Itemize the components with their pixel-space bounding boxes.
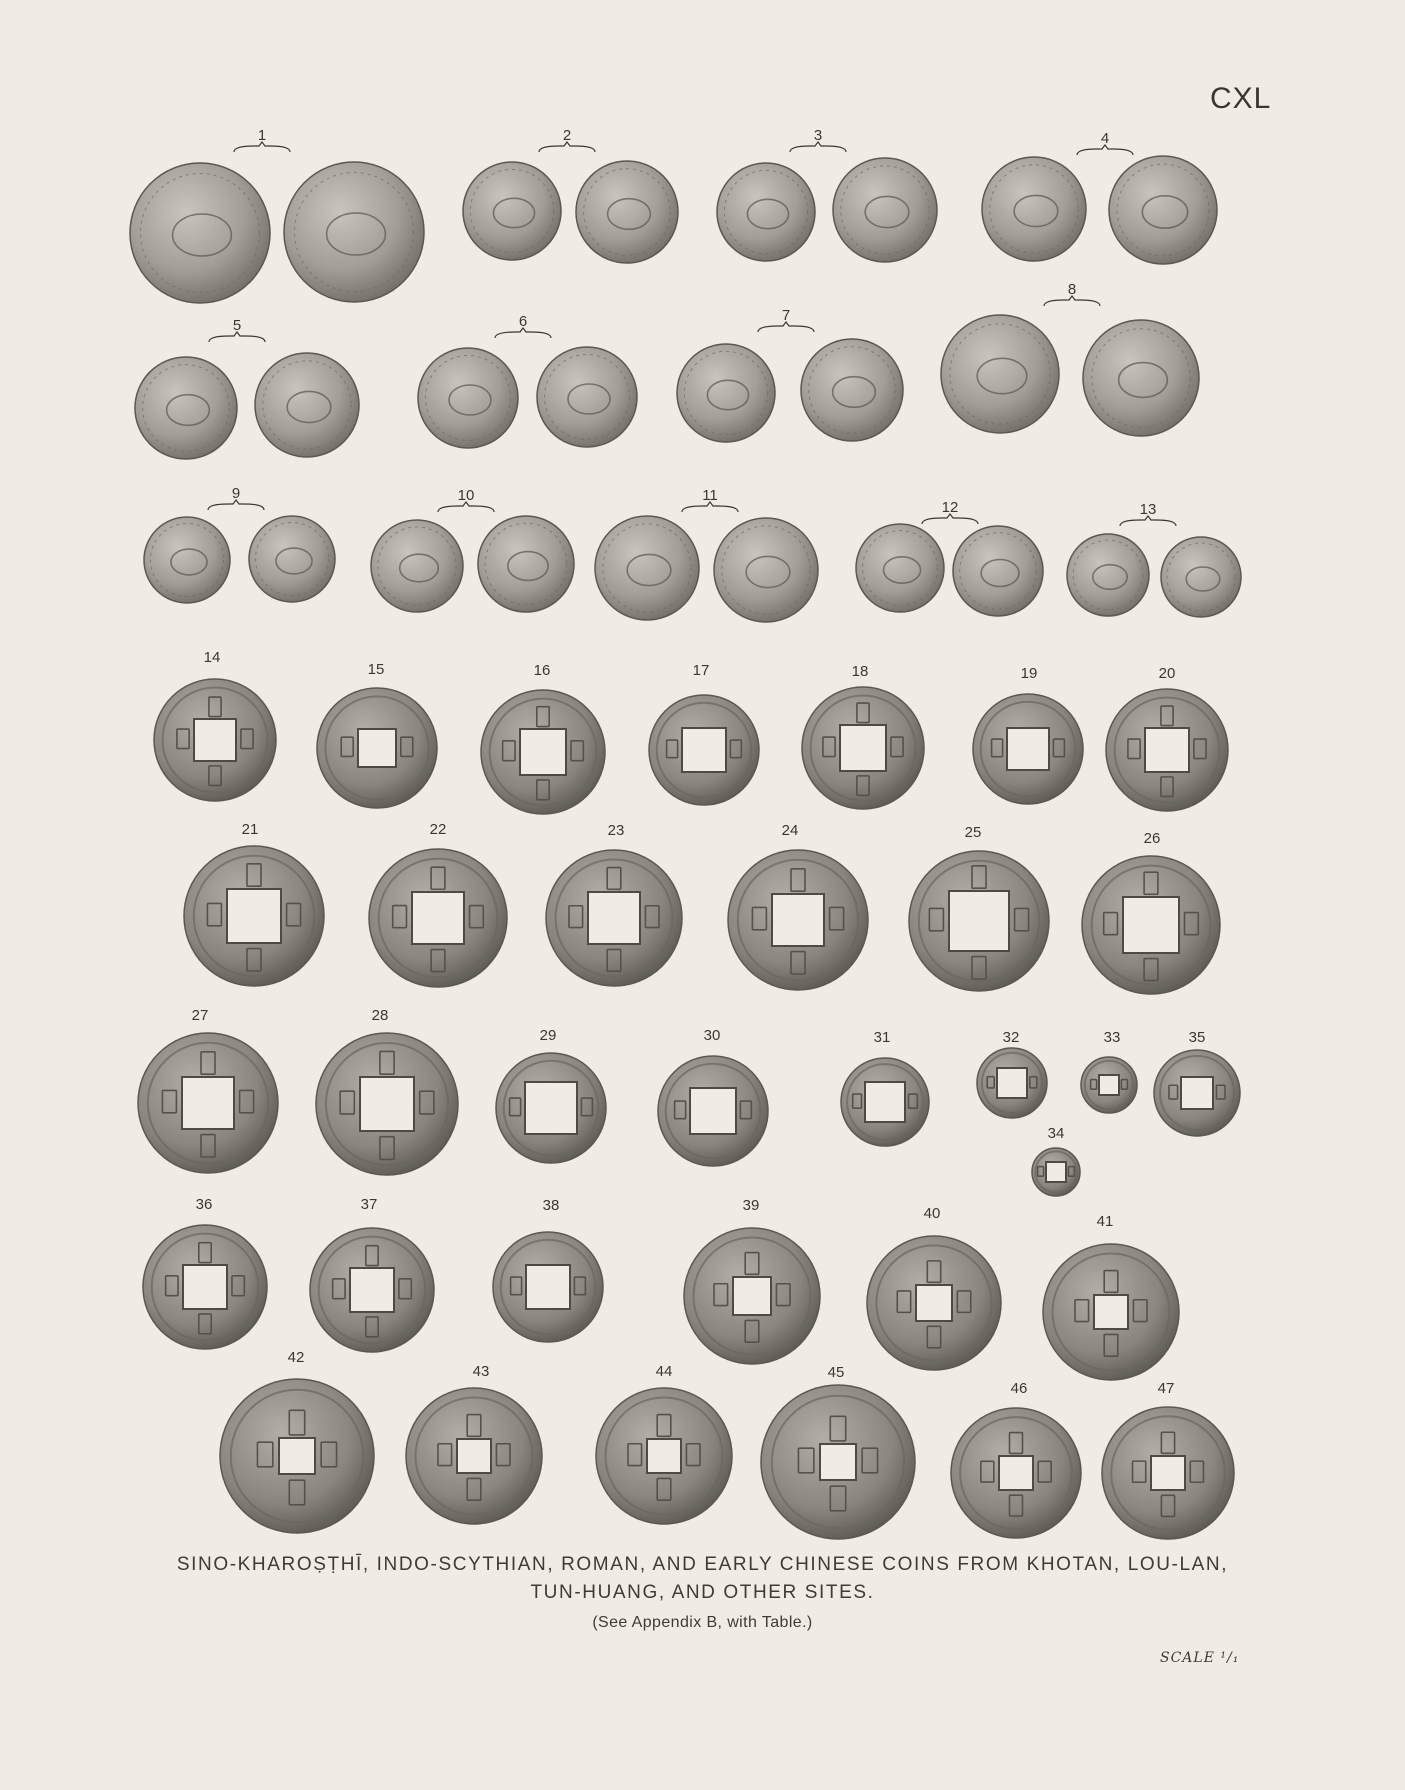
coin [1102,1407,1234,1539]
coin-number-label: 40 [923,1205,941,1222]
coin-number-label: 13 [1139,501,1157,518]
coin-face [982,157,1086,261]
coin-number-label: 41 [1096,1213,1114,1230]
square-hole [1099,1075,1119,1095]
coin-face [801,339,903,441]
square-hole [997,1068,1027,1098]
coin-number-label: 44 [655,1363,673,1380]
coin-face [576,161,678,263]
coin [418,348,518,448]
coin [310,1228,434,1352]
coin [714,518,818,622]
coin-number-label: 2 [562,127,572,144]
coin-face [595,516,699,620]
coin [1154,1050,1240,1136]
coin [677,344,775,442]
coin-number-label: 8 [1067,281,1077,298]
coin [493,1232,603,1342]
square-hole [412,892,464,944]
coin [284,162,424,302]
coin-face [1083,320,1199,436]
coin-face [130,163,270,303]
coin [255,353,359,457]
coin [977,1048,1047,1118]
coin-number-label: 24 [781,822,799,839]
square-hole [227,889,281,943]
coin-face [833,158,937,262]
square-hole [682,728,726,772]
square-hole [1145,728,1189,772]
coin-number-label: 4 [1100,130,1110,147]
square-hole [182,1077,234,1129]
coin-number-label: 34 [1047,1125,1065,1142]
coin-face [717,163,815,261]
coin-number-label: 12 [941,499,959,516]
coin [220,1379,374,1533]
square-hole [457,1439,491,1473]
square-hole [358,729,396,767]
coin-face [1109,156,1217,264]
square-hole [1181,1077,1213,1109]
coin [576,161,678,263]
coin-number-label: 11 [702,487,718,504]
plate-number: CXL [1210,82,1272,115]
coin-face [714,518,818,622]
coin-face [255,353,359,457]
coin [596,1388,732,1524]
coin [317,688,437,808]
coin [909,851,1049,991]
coin [953,526,1043,616]
coin-number-label: 10 [457,487,475,504]
coin-number-label: 35 [1188,1029,1206,1046]
coin [138,1033,278,1173]
coin-face [144,517,230,603]
coin-number-label: 33 [1103,1029,1121,1046]
coin [982,157,1086,261]
square-hole [1094,1295,1128,1329]
coin-number-label: 19 [1020,665,1038,682]
coin-number-label: 47 [1157,1380,1175,1397]
coin [478,516,574,612]
coin-face [1161,537,1241,617]
coin-number-label: 22 [429,821,447,838]
coin [1106,689,1228,811]
coin [546,850,682,986]
square-hole [1007,728,1049,770]
plate-caption-line1: SINO-KHAROṢṬHĪ, INDO-SCYTHIAN, ROMAN, AND EARLY CHINESE COINS FROM KHOTAN, LOU-LAN, [176,1554,1229,1575]
square-hole [1123,897,1179,953]
coin-number-label: 1 [257,127,267,144]
coin-number-label: 21 [241,821,259,838]
coin-number-label: 9 [231,485,241,502]
coin [761,1385,915,1539]
coin [371,520,463,612]
square-hole [820,1444,856,1480]
coin-number-label: 15 [367,661,385,678]
coin-face [953,526,1043,616]
coin-number-label: 45 [827,1364,845,1381]
square-hole [360,1077,414,1131]
coin [135,357,237,459]
coin [1109,156,1217,264]
square-hole [916,1285,952,1321]
coin [1043,1244,1179,1380]
coin [951,1408,1081,1538]
coin-number-label: 5 [232,317,242,334]
coin-number-label: 31 [873,1029,891,1046]
coin-number-label: 3 [813,127,823,144]
square-hole [526,1265,570,1309]
scale-label: SCALE ¹/₁ [1160,1650,1240,1666]
coin-face [371,520,463,612]
coin-number-label: 37 [360,1196,378,1213]
coin [463,162,561,260]
coin-number-label: 6 [518,313,528,330]
coin [316,1033,458,1175]
coin-face [249,516,335,602]
coin [369,849,507,987]
coin-number-label: 26 [1143,830,1161,847]
coin-number-label: 32 [1002,1029,1020,1046]
coin [1067,534,1149,616]
coin [841,1058,929,1146]
appendix-note: (See Appendix B, with Table.) [592,1614,813,1631]
coin [496,1053,606,1163]
coin-face [537,347,637,447]
coin [717,163,815,261]
square-hole [194,719,236,761]
coin-number-label: 18 [851,663,869,680]
coin [801,339,903,441]
square-hole [690,1088,736,1134]
square-hole [588,892,640,944]
coin-number-label: 23 [607,822,625,839]
coin-number-label: 25 [964,824,982,841]
coin-face [135,357,237,459]
coin [249,516,335,602]
coin-face [1067,534,1149,616]
coin [1083,320,1199,436]
coin-number-label: 39 [742,1197,760,1214]
coin-number-label: 42 [287,1349,305,1366]
coin [802,687,924,809]
coin-face [418,348,518,448]
plate-caption-line2: TUN-HUANG, AND OTHER SITES. [530,1582,875,1603]
square-hole [1046,1162,1066,1182]
square-hole [999,1456,1033,1490]
coin-number-label: 30 [703,1027,721,1044]
coin [406,1388,542,1524]
coin [1081,1057,1137,1113]
coin [481,690,605,814]
square-hole [772,894,824,946]
square-hole [865,1082,905,1122]
square-hole [949,891,1009,951]
coin [649,695,759,805]
coin [184,846,324,986]
coin [941,315,1059,433]
square-hole [840,725,886,771]
coin-face [284,162,424,302]
square-hole [525,1082,577,1134]
coin-face [941,315,1059,433]
coin [728,850,868,990]
coin [1082,856,1220,994]
coin [143,1225,267,1349]
coin [130,163,270,303]
coin-face [856,524,944,612]
coin [856,524,944,612]
coin-number-label: 36 [195,1196,213,1213]
square-hole [350,1268,394,1312]
coin-number-label: 27 [191,1007,209,1024]
coin [1161,537,1241,617]
coin-number-label: 28 [371,1007,389,1024]
square-hole [733,1277,771,1315]
coin-face [478,516,574,612]
square-hole [520,729,566,775]
coin [154,679,276,801]
coin-number-label: 29 [539,1027,557,1044]
square-hole [1151,1456,1185,1490]
coin-number-label: 7 [781,307,791,324]
coin [1032,1148,1080,1196]
coin-number-label: 43 [472,1363,490,1380]
coin [867,1236,1001,1370]
square-hole [183,1265,227,1309]
coin-number-label: 17 [692,662,710,679]
coin [833,158,937,262]
coin-number-label: 46 [1010,1380,1028,1397]
coin-number-label: 14 [203,649,221,666]
coin [144,517,230,603]
square-hole [279,1438,315,1474]
coin [537,347,637,447]
coin [973,694,1083,804]
coin-number-label: 16 [533,662,551,679]
coin-face [463,162,561,260]
coin-face [677,344,775,442]
coin [595,516,699,620]
coin [658,1056,768,1166]
coin-number-label: 20 [1158,665,1176,682]
square-hole [647,1439,681,1473]
coin-number-label: 38 [542,1197,560,1214]
coin [684,1228,820,1364]
